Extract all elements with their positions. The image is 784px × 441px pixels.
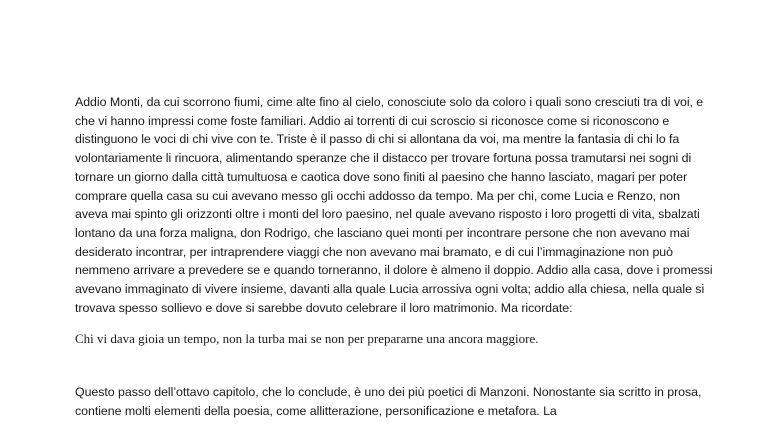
blank-line	[75, 362, 715, 383]
paragraph-commentary: Questo passo dell’ottavo capitolo, che lo conclude, è uno dei più poetici di Manzoni. Nonostante sia scritto in prosa, contiene molti elementi della poesia, come allitterazione, personificazione e metafora. La	[75, 385, 702, 418]
paragraph-addio-monti: Addio Monti, da cui scorrono fiumi, cime alte fino al cielo, conosciute solo da coloro i quali sono cresciuti tra di voi, e che vi hanno impressi come foste familiari. Addio ai torrenti di cui scroscio si riconosce come si riconoscono e distinguono le voci di chi vive con te. Triste è il passo di chi si allontana da voi, ma mentre la fantasia di chi lo fa volontariamente li rincuora, alimentando speranze che il distacco per trovare fortuna possa tramutarsi nei sogni di tornare un giorno dalla città tumultuosa e caotica dove sono finiti al paesino che hanno lasciato, magari per poter comprare quella casa su cui avevano messo gli occhi addosso da tempo. Ma per chi, come Lucia e Renzo, non aveva mai spinto gli orizzonti oltre i monti del loro paesino, nel quale avevano risposto i loro progetti di vita, sbalzati lontano da una forza maligna, don Rodrigo, che lasciano quei monti per incontrare persone che non avevano mai desiderato incontrar, per intraprendere viaggi che non avevano mai bramato, e di cui l’immaginazione non può nemmeno arrivare a prevedere se e quando torneranno, il dolore è almeno il doppio. Addio alla casa, dove i promessi avevano immaginato di vivere insieme, davanti alla quale Lucia arrossiva ogni volta; addio alla chiesa, nella quale si trovava spesso sollievo e dove si sarebbe dovuto celebrare il loro matrimonio. Ma ricordate:	[75, 95, 713, 315]
paragraph-manzoni-quote: Chi vi dava gioia un tempo, non la turba mai se non per prepararne una ancora maggiore.	[75, 331, 539, 347]
